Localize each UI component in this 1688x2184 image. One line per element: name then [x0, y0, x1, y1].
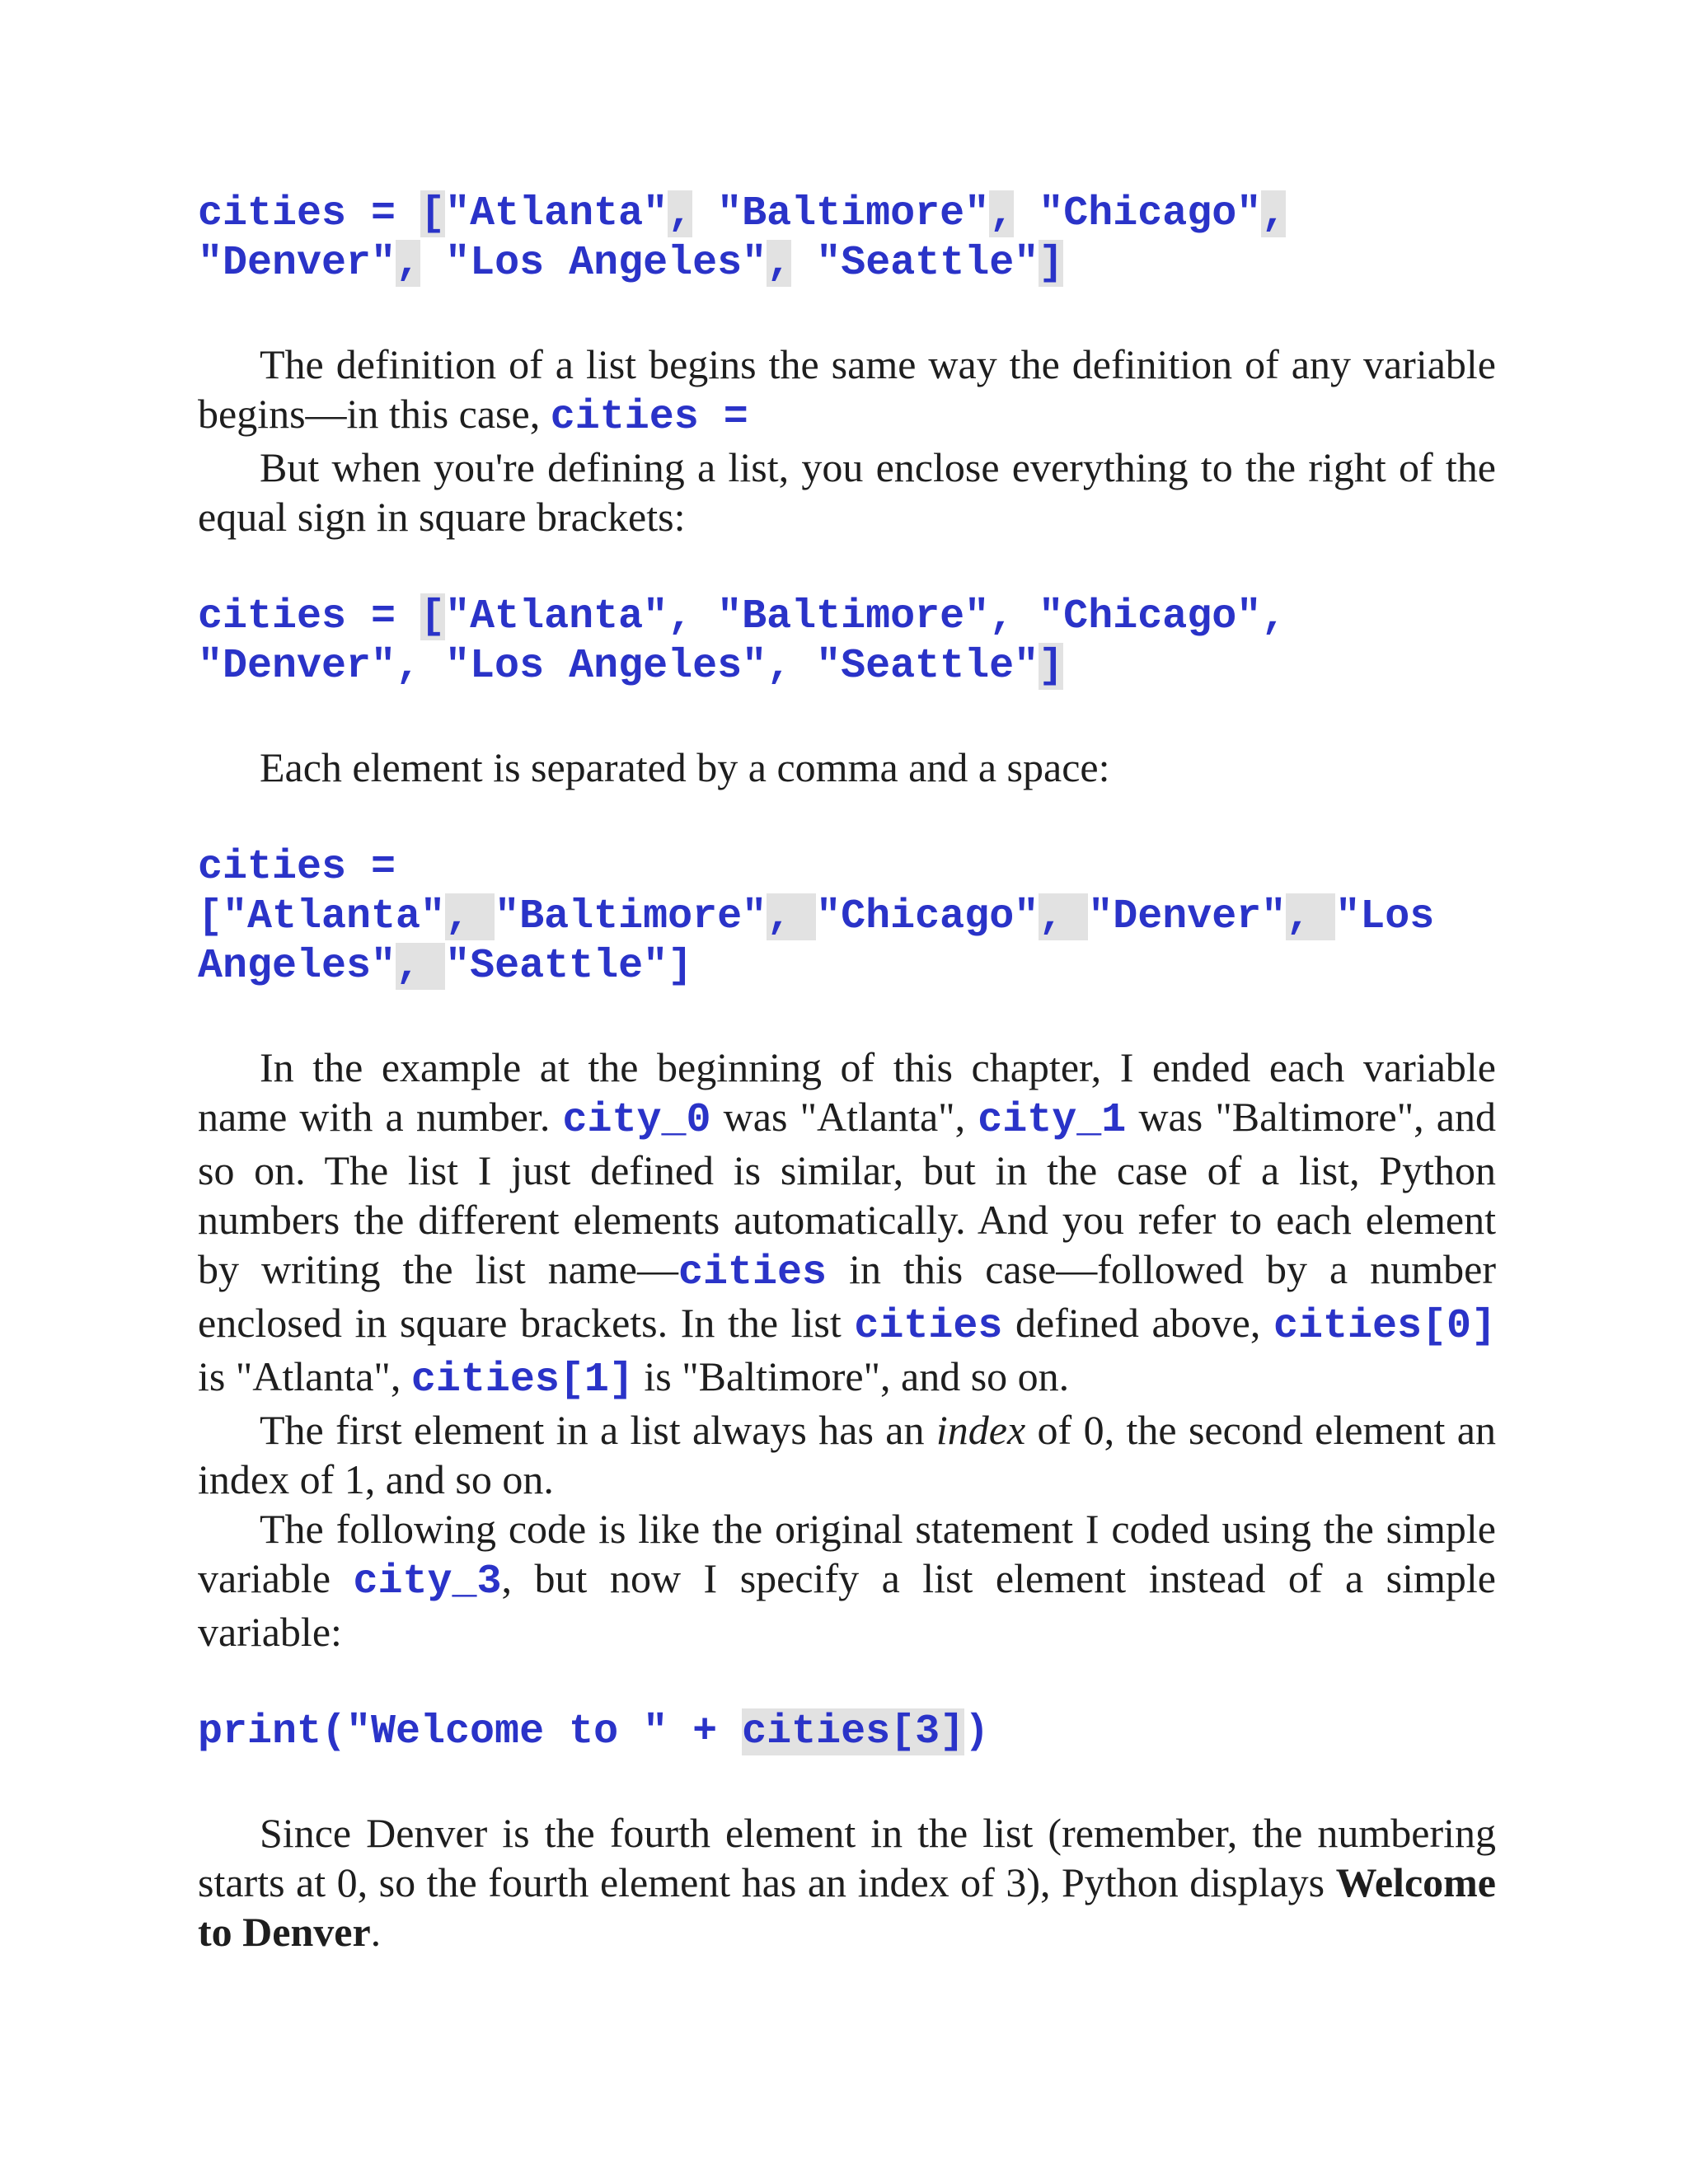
inline-code: city_1	[978, 1097, 1127, 1144]
paragraph-brackets: But when you're defining a list, you enclose everything to the right of the equal sign in square brackets:	[198, 444, 1496, 540]
code-separator-highlight: ,	[1286, 893, 1336, 940]
inline-code: cities =	[550, 394, 748, 441]
inline-code: city_3	[353, 1558, 502, 1605]
code-string-atlanta: "Atlanta"	[445, 190, 668, 237]
code-comma-highlight: ,	[668, 190, 693, 237]
code-separator-highlight: ,	[396, 943, 446, 990]
paragraph-separator: Each element is separated by a comma and a space:	[260, 744, 1110, 790]
code-string-baltimore: "Baltimore"	[717, 190, 990, 237]
code-string-chicago: "Chicago"	[1039, 190, 1262, 237]
paragraph-indexing: In the example at the beginning of this chapter, I ended each variable name with a number. city_0 was "Atlanta", city_1 was "Baltimore", and so on. The list I just defined is similar, but in the case of a list, Python numbers the different elements automatically. And you refer to each element by writing the list name—cities in this case—followed by a number enclosed in square brackets. In the list cities defined above, cities[0] is "Atlanta", cities[1] is "Baltimore", and so on.	[198, 1044, 1497, 1404]
code-separator-highlight: ,	[767, 893, 817, 940]
emphasis-index: index	[935, 1407, 1026, 1453]
code-list-body: "Atlanta", "Baltimore", "Chicago", "Denver", "Los Angeles", "Seattle"	[198, 593, 1311, 690]
paragraph-definition: The definition of a list begins the same way the definition of any variable begins—in this case, cities =	[198, 341, 1496, 441]
paragraph-denver: Since Denver is the fourth element in the list (remember, the numbering starts at 0, so the fourth element has an index of 3), Python displays Welcome to Denver.	[198, 1810, 1496, 1955]
code-comma-highlight: ,	[989, 190, 1015, 237]
code-comma-highlight: ,	[396, 240, 421, 287]
code-string-seattle: "Seattle"	[816, 240, 1039, 287]
bold-output: Welcome to Denver	[198, 1859, 1496, 1955]
code-string-denver: "Denver"	[198, 240, 396, 287]
inline-code: city_0	[562, 1097, 711, 1144]
inline-code: cities[1]	[410, 1357, 634, 1404]
code-block-cities-brackets: cities = ["Atlanta", "Baltimore", "Chicago", "Denver", "Los Angeles", "Seattle"]	[198, 593, 1311, 690]
paragraph-following-code: The following code is like the original statement I coded using the simple variable city_3, but now I specify a list element instead of a simple variable:	[198, 1506, 1496, 1655]
inline-code: cities	[854, 1303, 1003, 1350]
code-close-bracket-highlight: ]	[1039, 240, 1064, 287]
code-separator-highlight: ,	[445, 893, 495, 940]
code-separator-highlight: ,	[1039, 893, 1089, 940]
code-close-bracket-highlight: ]	[1039, 643, 1064, 690]
code-comma-highlight: ,	[767, 240, 792, 287]
code-assign: cities =	[198, 190, 421, 237]
code-open-bracket-highlight: [	[420, 190, 446, 237]
code-block-cities-commas	[198, 190, 1496, 288]
code-block-print: print("Welcome to " + cities[3])	[198, 1708, 990, 1755]
code-string-los-angeles: "Los Angeles"	[445, 240, 767, 287]
inline-code: cities	[678, 1249, 828, 1296]
inline-code: cities[0]	[1273, 1303, 1497, 1350]
code-block-cities-separators: cities = ["Atlanta", "Baltimore", "Chicago", "Denver", "Los Angeles", "Seattle"]	[198, 844, 1460, 990]
paragraph-first-index: The first element in a list always has an index of 0, the second element an index of 1, and so on.	[198, 1407, 1496, 1502]
code-comma-highlight: ,	[1261, 190, 1287, 237]
code-open-bracket-highlight: [	[420, 593, 446, 640]
code-index-highlight: cities[3]	[742, 1708, 965, 1755]
document-page	[198, 190, 1496, 1957]
